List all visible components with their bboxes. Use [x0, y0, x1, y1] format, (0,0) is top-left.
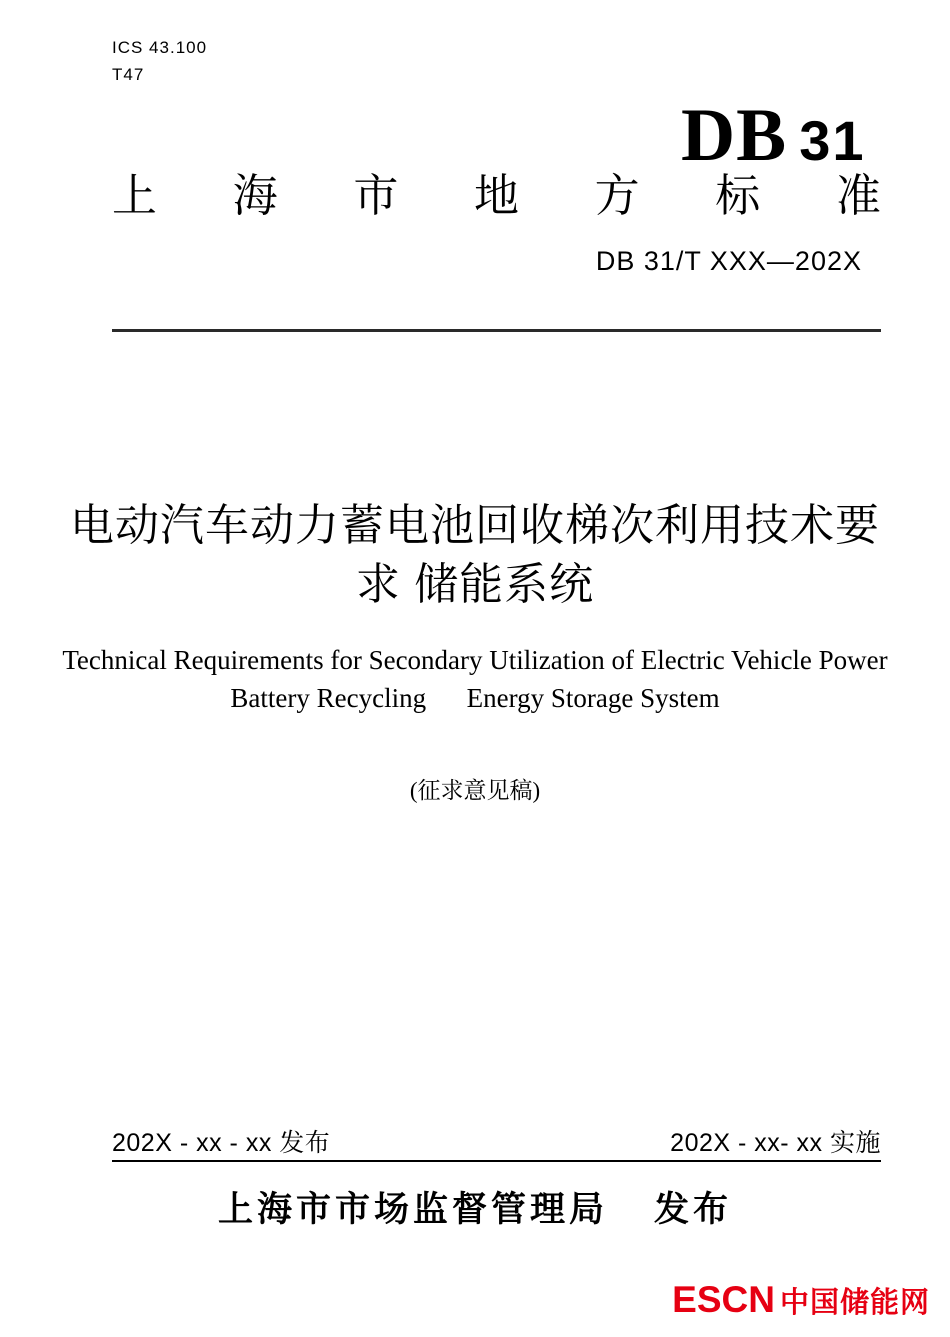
title-en-line2: Battery Recycling Energy Storage System — [230, 683, 720, 713]
doc-number: DB 31/T XXX—202X — [595, 246, 862, 276]
standard-name-char: 准 — [835, 170, 881, 221]
draft-note: (征求意见稿) — [409, 778, 541, 803]
title-cn-line1: 电动汽车动力蓄电池回收梯次利用技术要 — [70, 501, 880, 550]
db-letters: DB — [681, 94, 788, 177]
publish-label: 发布 — [654, 1190, 733, 1229]
escn-logo-text: ESCN — [672, 1279, 775, 1320]
implement-date: 202X - xx- xx 实施 — [670, 1129, 881, 1157]
db31-mark — [681, 94, 866, 177]
ics-block — [112, 34, 207, 88]
escn-watermark — [672, 1281, 930, 1318]
issuer-line — [0, 1182, 950, 1232]
issuer-name: 上海市市场监督管理局 — [217, 1190, 608, 1229]
standard-name-char: 海 — [232, 170, 278, 221]
title-cn-line2: 求 储能系统 — [355, 560, 595, 609]
header-divider — [112, 329, 881, 332]
db-region-number: 31 — [799, 109, 866, 172]
standard-name-char: 方 — [594, 170, 640, 221]
title-english — [0, 641, 950, 717]
standard-name-char: 上 — [112, 170, 158, 221]
regional-standard-name — [112, 170, 881, 222]
escn-site-name: 中国储能网 — [779, 1287, 930, 1319]
title-chinese — [0, 496, 950, 614]
standard-name-char: 标 — [715, 170, 761, 221]
ics-code: ICS 43.100 — [112, 38, 208, 57]
title-en-line1: Technical Requirements for Secondary Utilization of Electric Vehicle Power — [62, 645, 888, 675]
dates-row — [112, 1129, 881, 1162]
standard-name-char: 市 — [353, 170, 399, 221]
standard-name-char: 地 — [473, 170, 519, 221]
doc-class-code: T47 — [112, 65, 145, 84]
issue-date: 202X - xx - xx 发布 — [112, 1129, 331, 1157]
